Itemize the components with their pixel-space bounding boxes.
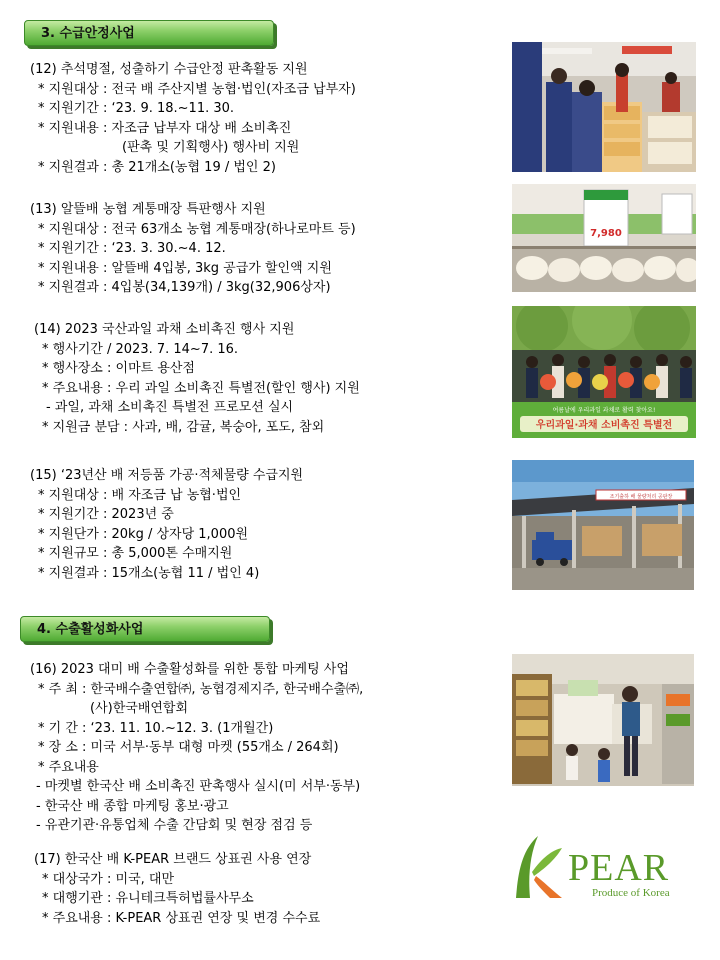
item-line: - 마켓별 한국산 배 소비촉진 판촉행사 실시(미 서부·동부) <box>36 779 361 794</box>
center-sign-text: 조기출하 배 물량처리 공판장 <box>609 494 673 500</box>
item-line: * 지원기간 : ‘23. 9. 18.~11. 30. <box>38 101 235 116</box>
item-heading: (15) ‘23년산 배 저등품 가공·적체물량 수급지원 <box>30 468 304 483</box>
item-line: * 지원기간 : 2023년 중 <box>38 507 174 522</box>
item-line: * 장 소 : 미국 서부·동부 대형 마켓 (55개소 / 264회) <box>38 740 339 755</box>
item-12 <box>30 60 356 177</box>
item-13 <box>30 200 356 298</box>
item-line: * 지원대상 : 배 자조금 납 농협·법인 <box>38 487 242 503</box>
item-line: * 행사기간 / 2023. 7. 14~7. 16. <box>42 341 239 357</box>
logo-pear-text: PEAR <box>568 847 670 889</box>
item-line: (사)한국배연합회 <box>90 701 189 716</box>
item-heading: (13) 알뜰배 농협 계통매장 특판행사 지원 <box>30 202 266 217</box>
item-line: * 대상국가 : 미국, 대만 <box>42 871 175 887</box>
item-line: * 지원기간 : ‘23. 3. 30.~4. 12. <box>38 241 226 256</box>
item-line: - 과일, 과채 소비촉진 특별전 프로모션 실시 <box>46 400 294 415</box>
section-header-3 <box>24 20 274 46</box>
item-line: - 유관기관·유통업체 수출 간담회 및 현장 점검 등 <box>36 818 313 833</box>
item-line: - 한국산 배 종합 마케팅 홍보·광고 <box>36 798 229 814</box>
item-heading: (17) 한국산 배 K-PEAR 브랜드 상표권 사용 연장 <box>34 852 312 867</box>
item-line: * 지원내용 : 자조금 납부자 대상 배 소비촉진 <box>38 120 292 136</box>
item-14 <box>34 320 360 437</box>
banner-subtext: 여름날에 우리과일 과채로 활력 찾아요! <box>552 407 656 414</box>
item-line: * 지원결과 : 15개소(농협 11 / 법인 4) <box>38 565 260 581</box>
section-header-4 <box>20 616 270 642</box>
item-line: * 지원내용 : 알뜰배 4입봉, 3kg 공급가 할인액 지원 <box>38 260 332 276</box>
logo-k-leaf-icon <box>532 848 562 876</box>
item-line: * 기 간 : ‘23. 11. 10.~12. 3. (1개월간) <box>38 720 274 736</box>
logo-tagline: Produce of Korea <box>592 887 670 899</box>
photo-store-promotion <box>512 42 696 172</box>
item-line: * 지원결과 : 4입봉(34,139개) / 3kg(32,906상자) <box>38 280 331 295</box>
photo-us-market-promotion <box>512 654 694 786</box>
section-title: 3. 수급안정사업 <box>41 26 135 41</box>
item-line: * 지원결과 : 총 21개소(농협 19 / 법인 2) <box>38 159 276 175</box>
item-17 <box>34 850 320 928</box>
price-sign-text: 7,980 <box>590 228 622 239</box>
item-line: * 주 최 : 한국배수출연합㈜, 농협경제지주, 한국배수출㈜, <box>38 681 364 697</box>
logo-k-leg-icon <box>534 876 562 898</box>
item-15 <box>30 466 303 583</box>
item-line: * 주요내용 : 우리 과일 소비촉진 특별전(할인 행사) 지원 <box>42 380 360 396</box>
item-line: * 지원규모 : 총 5,000톤 수매지원 <box>38 546 233 561</box>
item-line: * 지원대상 : 전국 배 주산지별 농협·법인(자조금 납부자) <box>38 81 356 97</box>
item-line: * 지원단가 : 20kg / 상자당 1,000원 <box>38 526 249 542</box>
item-line: * 주요내용 : K-PEAR 상표권 연장 및 변경 수수료 <box>42 910 321 926</box>
item-line: * 대행기관 : 유니테크특허법률사무소 <box>42 891 254 906</box>
photo-pear-display <box>512 184 696 292</box>
item-line: * 주요내용 <box>38 759 99 775</box>
logo-k-stem-icon <box>516 836 538 898</box>
item-line: * 행사장소 : 이마트 용산점 <box>42 361 195 376</box>
item-heading: (14) 2023 국산과일 과채 소비촉진 행사 지원 <box>34 322 295 337</box>
item-line: (판촉 및 기획행사) 행사비 지원 <box>122 140 300 155</box>
item-heading: (16) 2023 대미 배 수출활성화를 위한 통합 마케팅 사업 <box>30 662 349 677</box>
section-title: 4. 수출활성화사업 <box>37 622 144 637</box>
photo-fruit-festival <box>512 306 696 438</box>
item-heading: (12) 추석명절, 성출하기 수급안정 판촉활동 지원 <box>30 62 308 77</box>
photo-distribution-center <box>512 460 694 590</box>
banner-text: 우리과일·과채 소비촉진 특별전 <box>535 420 673 431</box>
item-line: * 지원금 분담 : 사과, 배, 감귤, 복숭아, 포도, 참외 <box>42 419 325 435</box>
kpear-logo <box>512 832 694 902</box>
item-16 <box>30 660 363 836</box>
item-line: * 지원대상 : 전국 63개소 농협 계통매장(하나로마트 등) <box>38 221 356 237</box>
